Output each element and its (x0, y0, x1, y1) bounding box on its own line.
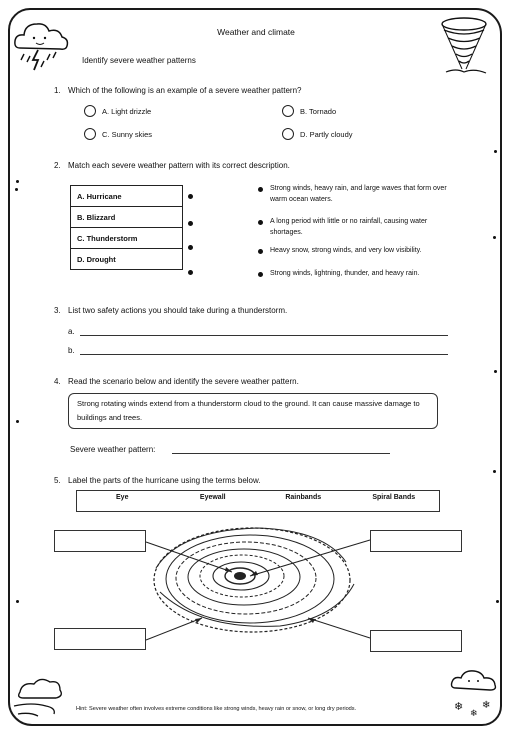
svg-text:❄: ❄ (482, 700, 491, 711)
q3-text: List two safety actions you should take during a thunderstorm. (68, 306, 288, 315)
svg-text:❄: ❄ (470, 709, 478, 719)
label-box-bottom-right[interactable] (370, 630, 462, 652)
q3-label-b: b. (68, 346, 75, 355)
q1-option-a[interactable] (84, 105, 151, 117)
q4-answer-label: Severe weather pattern: (70, 445, 156, 454)
page-subtitle: Identify severe weather patterns (82, 56, 196, 65)
match-term-thunderstorm: C. Thunderstorm (71, 228, 183, 249)
hint-text: Hint: Severe weather often involves extreme conditions like strong winds, heavy rain or snow, or long dry periods. (76, 706, 357, 712)
match-description: Heavy snow, strong winds, and very low visibility. (270, 247, 422, 254)
answer-line-b[interactable] (80, 354, 448, 355)
match-description: Strong winds, heavy rain, and large waves that form over warm ocean waters. (270, 185, 447, 203)
page-title: Weather and climate (217, 27, 295, 37)
term-spiral-bands: Spiral Bands (372, 494, 416, 501)
q1-option-a-label: A. Light drizzle (102, 106, 152, 116)
q2-number: 2. (54, 161, 61, 170)
q1-option-d-label: D. Partly cloudy (300, 129, 353, 139)
term-rainbands: Rainbands (285, 494, 322, 501)
term-bank (76, 490, 440, 512)
match-term-drought: D. Drought (71, 249, 183, 270)
storm-cloud-icon (12, 14, 72, 76)
term-eyewall: Eyewall (199, 494, 226, 501)
label-box-bottom-left[interactable] (54, 628, 146, 650)
svg-text:❄: ❄ (454, 700, 464, 713)
term-eye: Eye (116, 494, 129, 501)
match-dot-right[interactable] (258, 272, 263, 277)
q2-text: Match each severe weather pattern with its correct description. (68, 161, 290, 170)
q1-option-c[interactable] (84, 128, 152, 140)
match-dot-left[interactable] (188, 245, 193, 250)
match-dot-left[interactable] (188, 270, 193, 275)
match-term-hurricane: A. Hurricane (71, 186, 183, 207)
label-box-top-left[interactable] (54, 530, 146, 552)
label-box-top-right[interactable] (370, 530, 462, 552)
q1-text: Which of the following is an example of a severe weather pattern? (68, 86, 302, 95)
q4-answer-line[interactable] (172, 453, 390, 454)
tornado-icon (436, 14, 492, 80)
q1-number: 1. (54, 86, 61, 95)
q5-text: Label the parts of the hurricane using the terms below. (68, 476, 261, 485)
match-dot-left[interactable] (188, 221, 193, 226)
match-dot-right[interactable] (258, 187, 263, 192)
wind-icon (10, 672, 74, 722)
q3-number: 3. (54, 306, 61, 315)
q1-option-d[interactable] (282, 128, 353, 140)
q4-text: Read the scenario below and identify the severe weather pattern. (68, 377, 299, 386)
cloud-snow-icon (448, 666, 500, 722)
match-dot-right[interactable] (258, 249, 263, 254)
radio-circle[interactable] (84, 105, 96, 117)
match-description: A long period with little or no rainfall, causing water shortages. (270, 218, 428, 236)
hurricane-diagram (140, 522, 380, 654)
match-terms-table (70, 185, 183, 270)
radio-circle[interactable] (282, 105, 294, 117)
radio-circle[interactable] (282, 128, 294, 140)
match-dot-left[interactable] (188, 194, 193, 199)
match-term-blizzard: B. Blizzard (71, 207, 183, 228)
scenario-box: Strong rotating winds extend from a thunderstorm cloud to the ground. It can cause massive damage to buildings and trees. (68, 393, 438, 429)
q3-label-a: a. (68, 327, 75, 336)
match-dot-right[interactable] (258, 220, 263, 225)
q1-option-b[interactable] (282, 105, 336, 117)
radio-circle[interactable] (84, 128, 96, 140)
q4-number: 4. (54, 377, 61, 386)
q5-number: 5. (54, 476, 61, 485)
match-description: Strong winds, lightning, thunder, and heavy rain. (270, 270, 420, 277)
q1-option-b-label: B. Tornado (300, 106, 337, 116)
answer-line-a[interactable] (80, 335, 448, 336)
q1-option-c-label: C. Sunny skies (102, 129, 153, 139)
